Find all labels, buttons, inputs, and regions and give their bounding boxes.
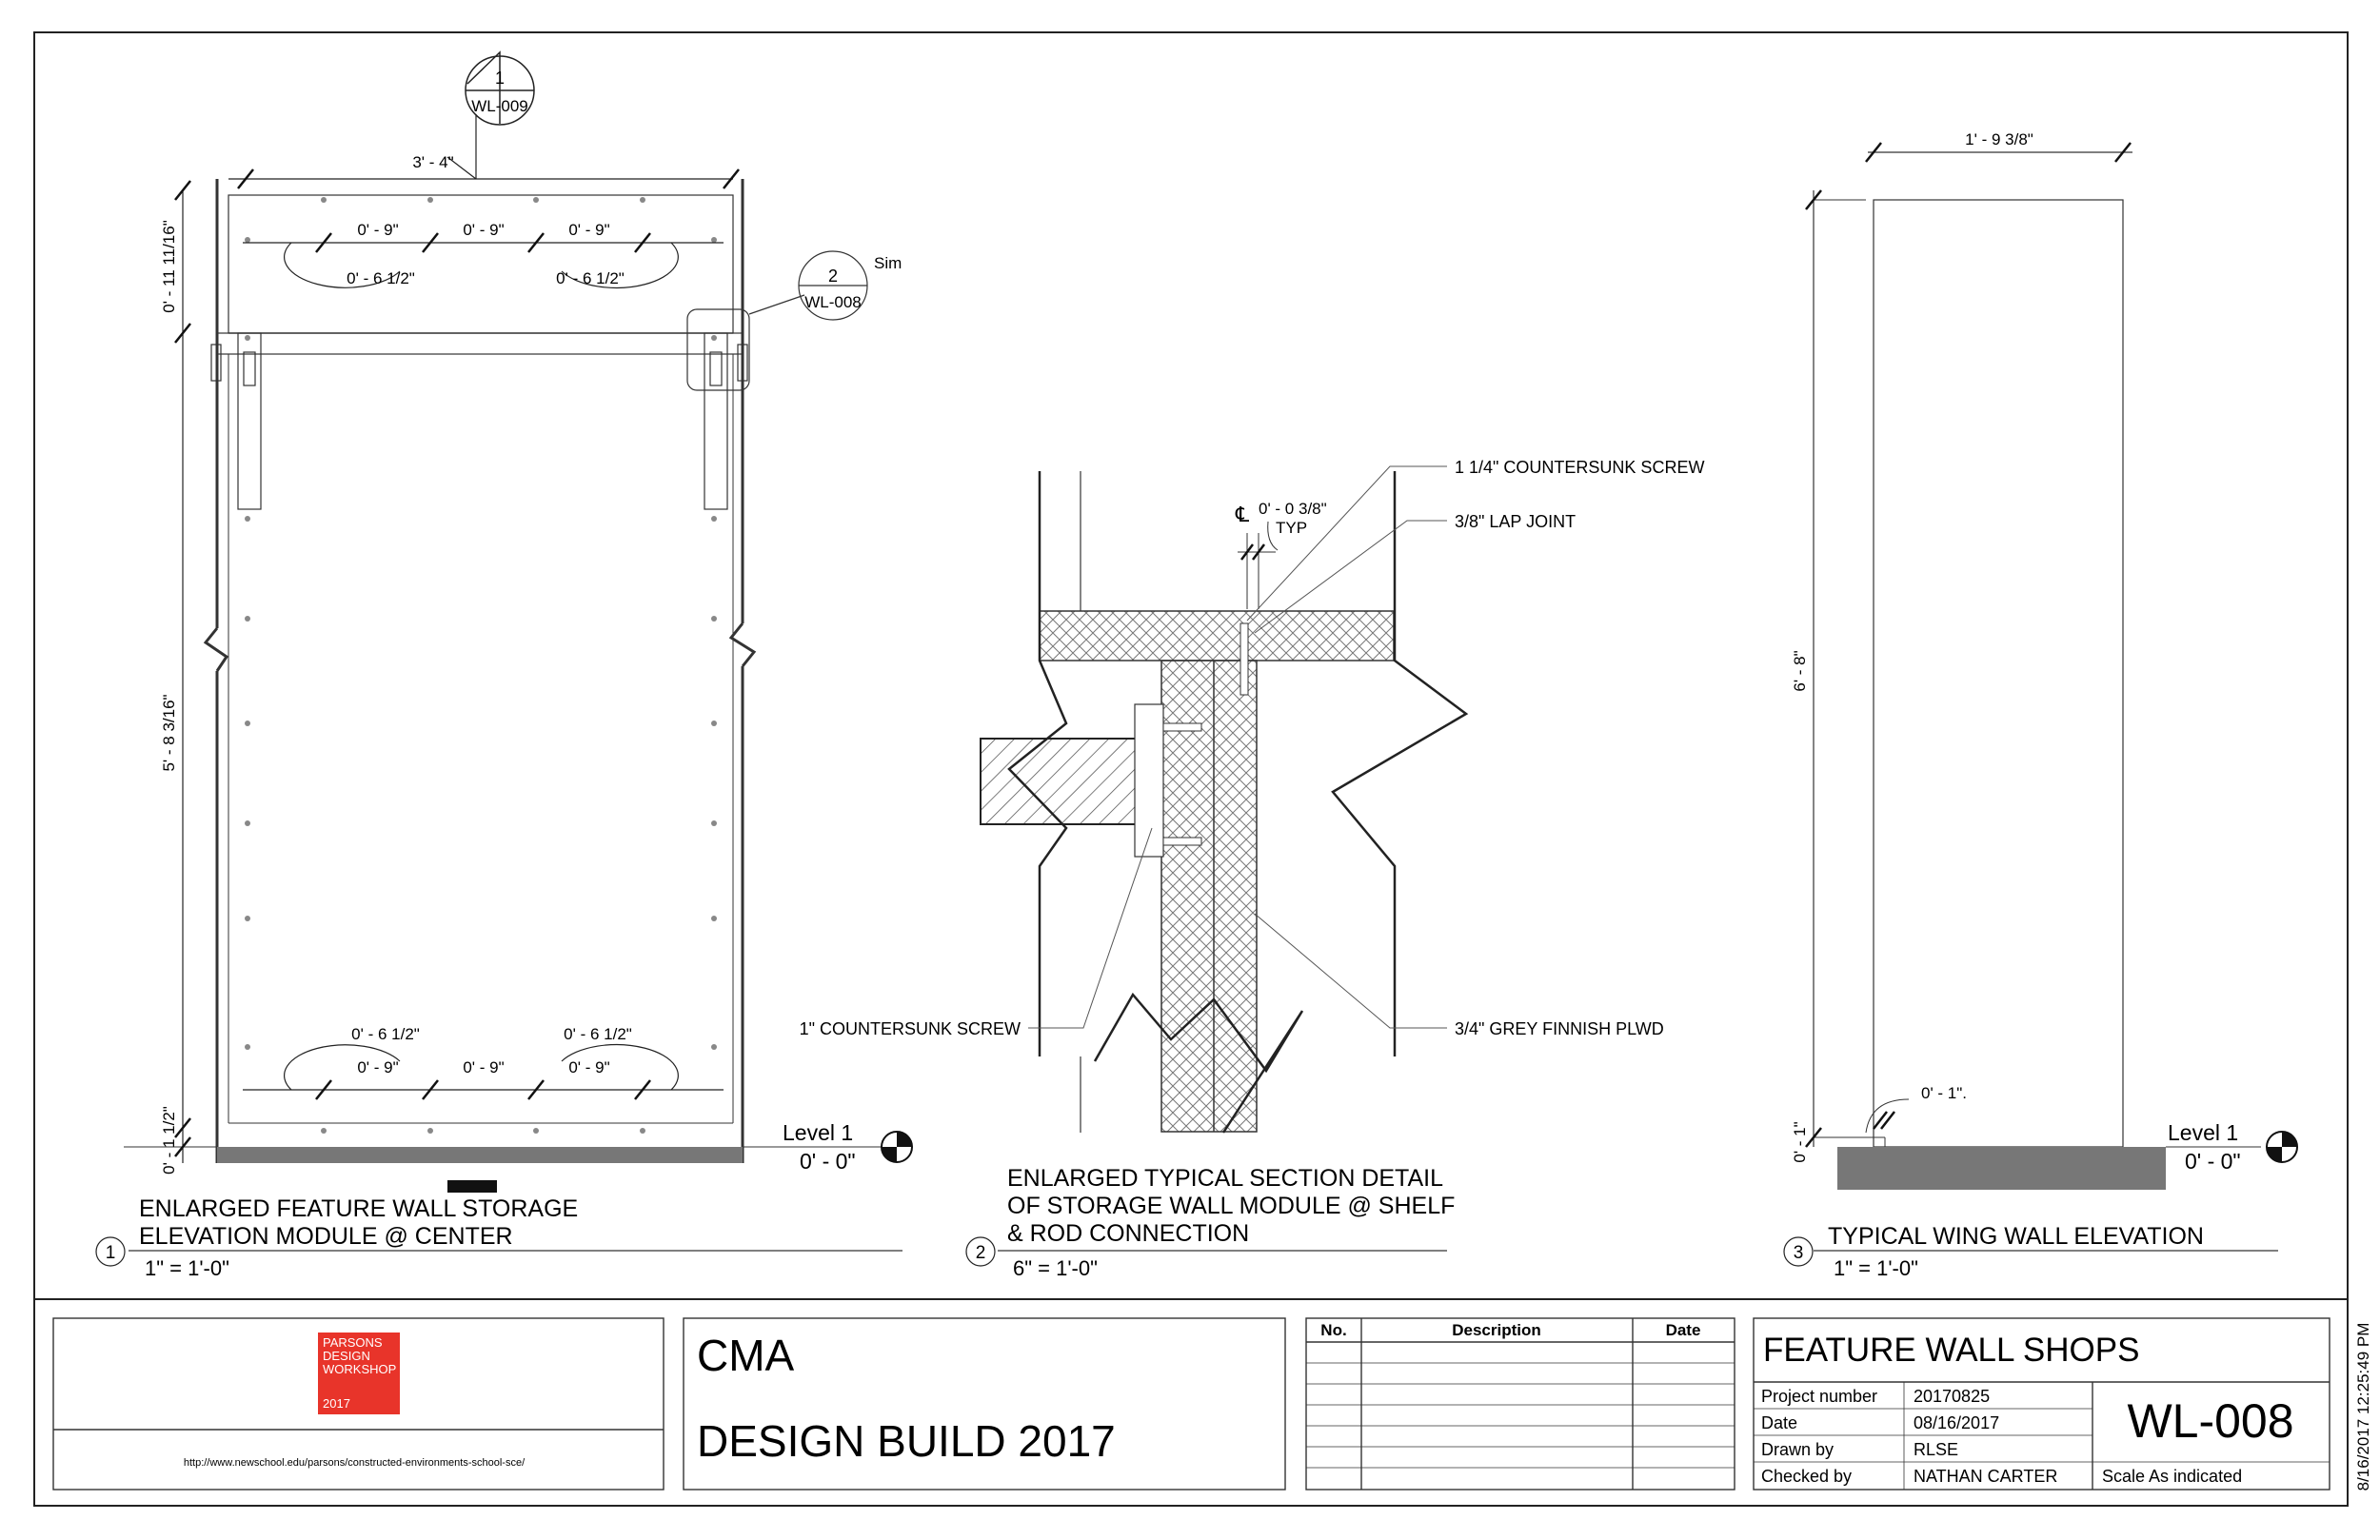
detail-callout-2-sim: Sim xyxy=(874,254,902,272)
revision-header-description: Description xyxy=(1452,1321,1541,1339)
logo-line-1: PARSONS xyxy=(323,1335,383,1350)
view-2-number: 2 xyxy=(975,1243,986,1263)
detail-callout-2[interactable] xyxy=(687,251,867,390)
detail-callout-2-sheet: WL-008 xyxy=(804,293,862,311)
view-1-screw-dots xyxy=(245,197,717,1134)
v1-bottom-spacing-3: 0' - 9" xyxy=(568,1058,610,1076)
field-value-project-number: 20170825 xyxy=(1914,1387,1991,1406)
logo-line-2: DESIGN xyxy=(323,1349,370,1363)
view-1-title-line1: ENLARGED FEATURE WALL STORAGE xyxy=(139,1195,579,1222)
field-label-drawn-by: Drawn by xyxy=(1761,1440,1835,1459)
v1-top-offset-2: 0' - 6 1/2" xyxy=(556,269,625,287)
v3-dim-base-note: 0' - 1". xyxy=(1921,1084,1968,1102)
v2-label-screw-top: 1 1/4" COUNTERSUNK SCREW xyxy=(1455,458,1705,477)
section-callout-1-sheet: WL-009 xyxy=(471,97,528,115)
v2-dim: 0' - 0 3/8" xyxy=(1259,500,1327,518)
v3-level-name: Level 1 xyxy=(2168,1120,2239,1145)
v3-dim-base: 0' - 1" xyxy=(1791,1121,1809,1163)
view-1-elevation xyxy=(124,179,754,1193)
client-name: CMA xyxy=(697,1331,795,1380)
v1-height-bottom: 0' - 1 1/2" xyxy=(160,1106,178,1175)
section-callout-1-number: 1 xyxy=(494,69,506,88)
v1-height-top: 0' - 11 11/16" xyxy=(160,220,178,313)
v3-dim-height: 6' - 8" xyxy=(1791,650,1809,692)
v2-label-plywood: 3/4" GREY FINNISH PLWD xyxy=(1455,1019,1664,1038)
v3-dim-width: 1' - 9 3/8" xyxy=(1965,130,2033,148)
v1-bottom-spacing-2: 0' - 9" xyxy=(463,1058,505,1076)
revision-header-no: No. xyxy=(1320,1321,1347,1339)
view-3-number: 3 xyxy=(1793,1243,1804,1263)
client-project: DESIGN BUILD 2017 xyxy=(697,1416,1116,1466)
v1-top-spacing-2: 0' - 9" xyxy=(463,221,505,239)
field-value-date: 08/16/2017 xyxy=(1914,1413,2000,1432)
view-2-title-line3: & ROD CONNECTION xyxy=(1007,1220,1250,1247)
v1-bottom-offset-2: 0' - 6 1/2" xyxy=(564,1025,632,1043)
logo-line-3: WORKSHOP xyxy=(323,1362,397,1376)
title-block-url[interactable]: http://www.newschool.edu/parsons/constructed-environments-school-sce/ xyxy=(183,1457,526,1469)
field-value-drawn-by: RLSE xyxy=(1914,1440,1959,1459)
scale-note: Scale As indicated xyxy=(2102,1467,2243,1486)
v3-level-marker xyxy=(2267,1132,2297,1162)
v1-bottom-offset-1: 0' - 6 1/2" xyxy=(351,1025,420,1043)
view-3-elevation xyxy=(1814,152,2261,1190)
view-3-scale: 1" = 1'-0" xyxy=(1834,1256,1918,1280)
field-label-date: Date xyxy=(1761,1413,1798,1432)
view-3-dimension-ticks xyxy=(1806,143,2131,1147)
field-label-checked-by: Checked by xyxy=(1761,1467,1853,1486)
print-timestamp: 8/16/2017 12:25:49 PM xyxy=(2354,1322,2372,1491)
sheet-number: WL-008 xyxy=(2127,1394,2294,1448)
v1-top-spacing-3: 0' - 9" xyxy=(568,221,610,239)
v2-centerline-symbol: ℄ xyxy=(1236,503,1250,526)
revision-header-date: Date xyxy=(1665,1321,1701,1339)
v1-top-offset-1: 0' - 6 1/2" xyxy=(347,269,415,287)
view-3-title: TYPICAL WING WALL ELEVATION xyxy=(1828,1223,2204,1250)
v1-overall-width: 3' - 4" xyxy=(412,153,454,171)
v1-top-spacing-1: 0' - 9" xyxy=(357,221,399,239)
field-label-project-number: Project number xyxy=(1761,1387,1878,1406)
view-1-dimension-lines xyxy=(183,114,733,1163)
v3-level-elev: 0' - 0" xyxy=(2185,1149,2241,1174)
v2-typ: TYP xyxy=(1276,519,1308,537)
view-1-title-line2: ELEVATION MODULE @ CENTER xyxy=(139,1223,513,1250)
detail-callout-2-number: 2 xyxy=(827,267,839,286)
v1-height-mid: 5' - 8 3/16" xyxy=(160,694,178,772)
view-1-scale: 1" = 1'-0" xyxy=(145,1256,229,1280)
view-1-dimension-ticks xyxy=(175,169,739,1156)
v1-level-name: Level 1 xyxy=(783,1120,854,1145)
field-value-checked-by: NATHAN CARTER xyxy=(1914,1467,2058,1486)
logo-year: 2017 xyxy=(323,1396,350,1411)
view-2-section xyxy=(981,471,1466,1133)
v2-label-screw-left: 1" COUNTERSUNK SCREW xyxy=(799,1019,1021,1038)
v2-label-lap-joint: 3/8" LAP JOINT xyxy=(1455,512,1577,531)
v1-bottom-spacing-1: 0' - 9" xyxy=(357,1058,399,1076)
view-1-number: 1 xyxy=(105,1243,116,1263)
view-2-title-line1: ENLARGED TYPICAL SECTION DETAIL xyxy=(1007,1165,1443,1192)
v1-level-elev: 0' - 0" xyxy=(800,1149,856,1174)
view-2-title-line2: OF STORAGE WALL MODULE @ SHELF xyxy=(1007,1193,1456,1219)
project-title: FEATURE WALL SHOPS xyxy=(1763,1332,2140,1369)
parsons-logo xyxy=(318,1333,400,1414)
view-2-scale: 6" = 1'-0" xyxy=(1013,1256,1098,1280)
